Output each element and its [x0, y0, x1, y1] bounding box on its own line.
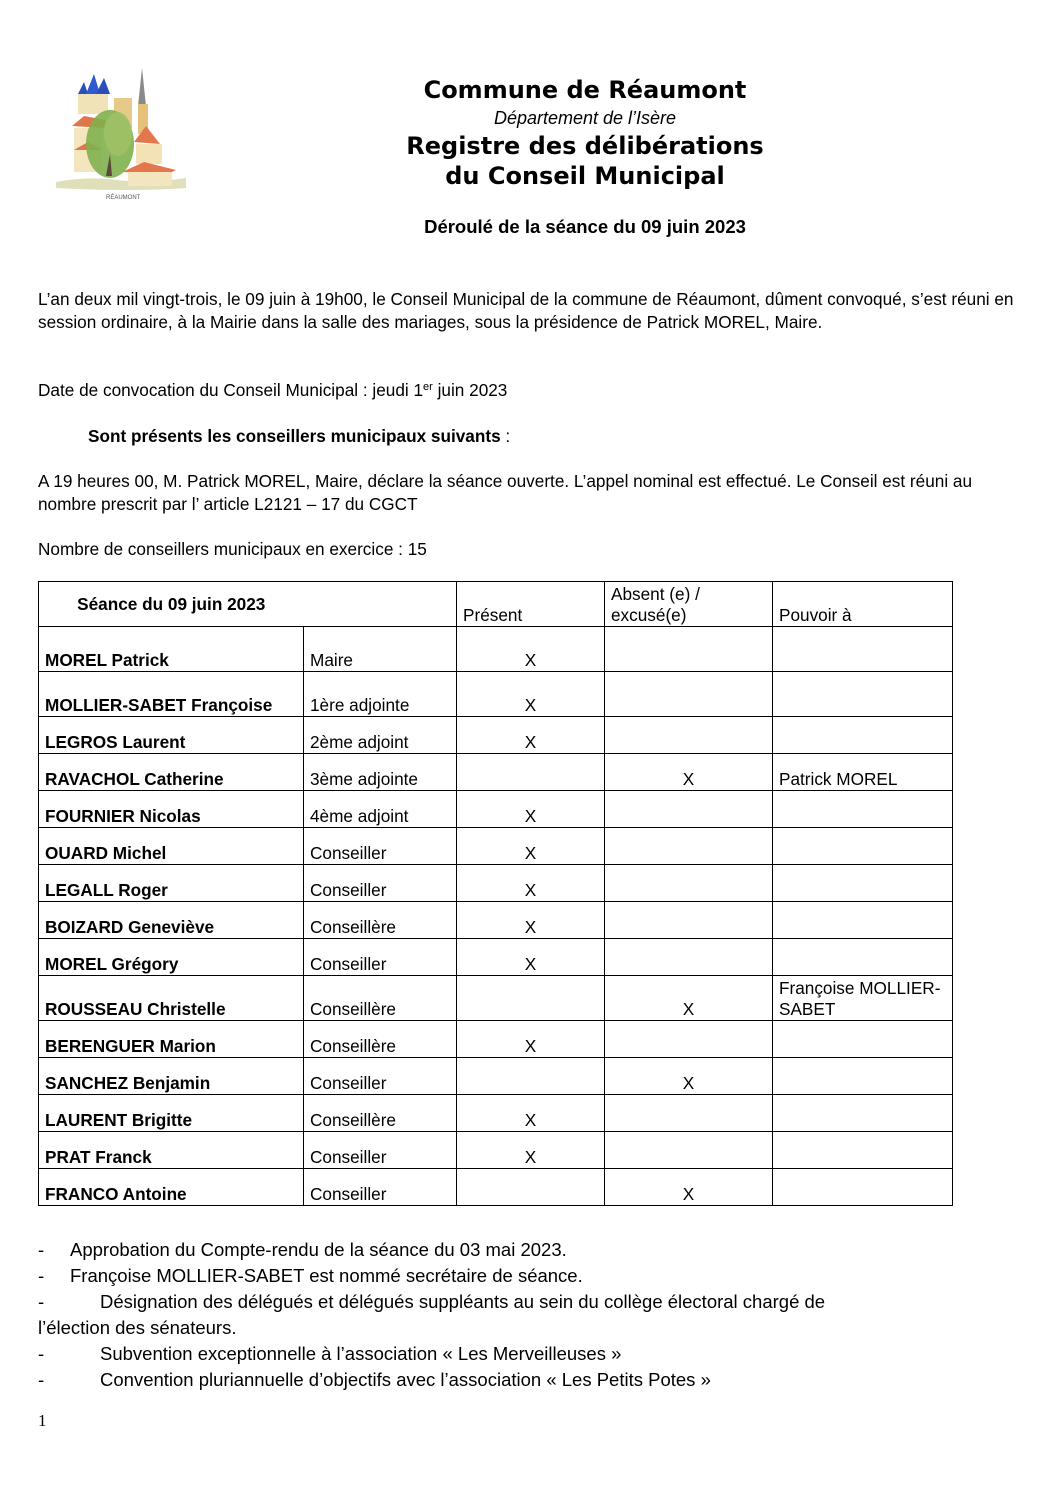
member-name: BOIZARD Geneviève: [39, 902, 304, 939]
member-role: Conseiller: [304, 865, 457, 902]
absent-mark: X: [605, 754, 773, 791]
absent-mark: X: [605, 976, 773, 1021]
absent-mark: [605, 1132, 773, 1169]
commune-title: Commune de Réaumont: [423, 76, 747, 104]
absent-mark: [605, 1021, 773, 1058]
absent-mark: [605, 672, 773, 717]
bullet-dash: -: [38, 1343, 45, 1364]
table-row: [39, 902, 953, 939]
member-role: Conseiller: [304, 1058, 457, 1095]
member-name: MOLLIER-SABET Françoise: [39, 672, 304, 717]
agenda-item-text: Approbation du Compte-rendu de la séance du 03 mai 2023.: [70, 1239, 567, 1260]
departement-subtitle: Département de l’Isère: [493, 108, 677, 128]
absent-mark: [605, 791, 773, 828]
member-role: Conseiller: [304, 828, 457, 865]
pouvoir-to: [773, 1058, 953, 1095]
present-mark: X: [457, 828, 605, 865]
present-mark: X: [457, 1095, 605, 1132]
agenda-item: [38, 1289, 998, 1341]
pouvoir-to: [773, 717, 953, 754]
member-name: FOURNIER Nicolas: [39, 791, 304, 828]
member-name: LAURENT Brigitte: [39, 1095, 304, 1132]
pouvoir-to: [773, 865, 953, 902]
present-mark: X: [457, 1021, 605, 1058]
member-role: 4ème adjoint: [304, 791, 457, 828]
presents-heading: [88, 425, 1058, 448]
header-blank: [304, 582, 457, 627]
table-row: [39, 939, 953, 976]
table-row: [39, 1021, 953, 1058]
agenda-item: [38, 1341, 998, 1367]
agenda-item: [38, 1237, 998, 1263]
present-mark: [457, 1169, 605, 1206]
absent-mark: [605, 865, 773, 902]
present-mark: X: [457, 1132, 605, 1169]
member-name: BERENGUER Marion: [39, 1021, 304, 1058]
registre-title: [330, 131, 840, 191]
header-absent-line2: excusé(e): [611, 605, 687, 625]
table-row: [39, 976, 953, 1021]
present-mark: [457, 1058, 605, 1095]
member-role: Conseillère: [304, 1021, 457, 1058]
header-absent-line1: Absent (e) /: [611, 584, 700, 604]
absent-mark: X: [605, 1169, 773, 1206]
convocation-prefix: Date de convocation du Conseil Municipal : jeudi 1: [38, 380, 424, 400]
present-mark: X: [457, 717, 605, 754]
attendance-table: [38, 581, 953, 1206]
agenda-item: [38, 1263, 998, 1289]
absent-mark: [605, 627, 773, 672]
member-name: LEGALL Roger: [39, 865, 304, 902]
opening-paragraph: A 19 heures 00, M. Patrick MOREL, Maire, déclare la séance ouverte. L’appel nominal est effectué. Le Conseil est réuni au nombre prescrit par l’ article L2121 – 17 du CGCT: [38, 471, 973, 514]
pouvoir-to: [773, 791, 953, 828]
convocation-date: [38, 379, 1023, 402]
registre-title-line2: du Conseil Municipal: [445, 162, 725, 190]
pouvoir-to: [773, 939, 953, 976]
present-mark: X: [457, 791, 605, 828]
member-name: OUARD Michel: [39, 828, 304, 865]
present-mark: X: [457, 939, 605, 976]
pouvoir-to: [773, 902, 953, 939]
presents-heading-text: Sont présents les conseillers municipaux suivants: [88, 426, 501, 446]
table-row: [39, 754, 953, 791]
member-name: SANCHEZ Benjamin: [39, 1058, 304, 1095]
member-role: Conseillère: [304, 976, 457, 1021]
pouvoir-to: [773, 672, 953, 717]
table-row: [39, 672, 953, 717]
page-number: 1: [38, 1411, 47, 1430]
pouvoir-to: [773, 1021, 953, 1058]
presents-colon: :: [500, 426, 511, 446]
present-mark: X: [457, 672, 605, 717]
bullet-dash: -: [38, 1265, 45, 1286]
member-role: Conseiller: [304, 1132, 457, 1169]
nombre-conseillers: Nombre de conseillers municipaux en exercice : 15: [38, 539, 427, 559]
present-mark: [457, 976, 605, 1021]
table-row: [39, 1095, 953, 1132]
present-mark: X: [457, 865, 605, 902]
header-absent: [605, 582, 773, 627]
member-role: 1ère adjointe: [304, 672, 457, 717]
table-row: [39, 627, 953, 672]
registre-title-line1: Registre des délibérations: [406, 132, 764, 160]
header-seance: Séance du 09 juin 2023: [39, 582, 304, 627]
bullet-dash: -: [38, 1369, 45, 1390]
member-role: Conseillère: [304, 902, 457, 939]
village-watercolor-logo-icon: [48, 64, 190, 204]
intro-paragraph: L’an deux mil vingt-trois, le 09 juin à 19h00, le Conseil Municipal de la commune de Réaumont, dûment convoqué, s’est réuni en session ordinaire, à la Mairie dans la salle des mariages, sous la présidence de Patrick MOREL, Maire.: [38, 289, 1014, 332]
table-row: [39, 717, 953, 754]
pouvoir-to: Patrick MOREL: [773, 754, 953, 791]
table-row: [39, 865, 953, 902]
pouvoir-to: [773, 627, 953, 672]
seance-heading: Déroulé de la séance du 09 juin 2023: [424, 216, 746, 237]
logo-caption: RÉAUMONT: [106, 195, 141, 201]
member-role: Conseiller: [304, 939, 457, 976]
header-pouvoir: Pouvoir à: [773, 582, 953, 627]
member-name: ROUSSEAU Christelle: [39, 976, 304, 1021]
bullet-dash: -: [38, 1239, 45, 1260]
table-row: [39, 828, 953, 865]
table-header-row: [39, 582, 953, 627]
absent-mark: X: [605, 1058, 773, 1095]
member-role: Conseillère: [304, 1095, 457, 1132]
table-row: [39, 791, 953, 828]
absent-mark: [605, 902, 773, 939]
present-mark: [457, 754, 605, 791]
member-role: 3ème adjointe: [304, 754, 457, 791]
absent-mark: [605, 1095, 773, 1132]
present-mark: X: [457, 627, 605, 672]
member-role: 2ème adjoint: [304, 717, 457, 754]
member-role: Conseiller: [304, 1169, 457, 1206]
table-row: [39, 1132, 953, 1169]
absent-mark: [605, 828, 773, 865]
pouvoir-to: [773, 1169, 953, 1206]
pouvoir-to: [773, 1095, 953, 1132]
convocation-sup: er: [423, 381, 433, 393]
member-name: RAVACHOL Catherine: [39, 754, 304, 791]
bullet-dash: -: [38, 1291, 45, 1312]
member-name: LEGROS Laurent: [39, 717, 304, 754]
member-name: MOREL Patrick: [39, 627, 304, 672]
member-name: MOREL Grégory: [39, 939, 304, 976]
table-row: [39, 1058, 953, 1095]
agenda-item-continuation: l’élection des sénateurs.: [38, 1317, 237, 1338]
present-mark: X: [457, 902, 605, 939]
pouvoir-to: [773, 1132, 953, 1169]
member-role: Maire: [304, 627, 457, 672]
absent-mark: [605, 717, 773, 754]
header-present: Présent: [457, 582, 605, 627]
table-row: [39, 1169, 953, 1206]
agenda-item-text: Convention pluriannuelle d’objectifs avec l’association « Les Petits Potes »: [100, 1369, 711, 1390]
pouvoir-to: Françoise MOLLIER-SABET: [773, 976, 953, 1021]
convocation-suffix: juin 2023: [432, 380, 508, 400]
absent-mark: [605, 939, 773, 976]
agenda-item-text: Subvention exceptionnelle à l’association « Les Merveilleuses »: [100, 1343, 622, 1364]
member-name: FRANCO Antoine: [39, 1169, 304, 1206]
agenda-item-text: Désignation des délégués et délégués suppléants au sein du collège électoral chargé de: [100, 1291, 826, 1312]
agenda-item: [38, 1367, 998, 1393]
agenda-item-text: Françoise MOLLIER-SABET est nommé secrétaire de séance.: [70, 1265, 583, 1286]
member-name: PRAT Franck: [39, 1132, 304, 1169]
pouvoir-to: [773, 828, 953, 865]
